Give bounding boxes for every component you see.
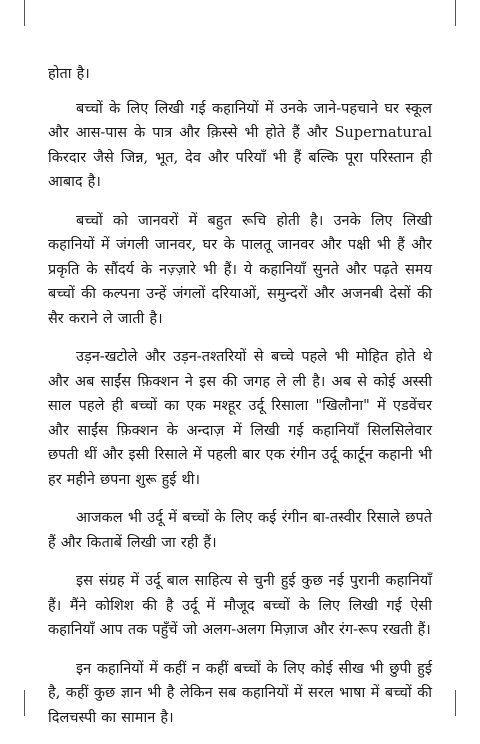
paragraph-familiar-characters: बच्चों के लिए लिखी गई कहानियों में उनके जाने-पहचाने घर स्कूल और आस-पास के पात्र और क़िस्से भी होते हैं और Supernatural किरदार जैसे जिन्न, भूत, देव और परियाँ भी हैं बल्कि पूरा परिस्तान ही आबाद है।	[48, 100, 432, 190]
crop-mark-bottom-left	[24, 690, 25, 716]
crop-mark-top-right	[455, 0, 456, 26]
paragraph-science-fiction: उड़न-खटोले और उड़न-तश्तरियों से बच्चे पहले भी मोहित होते थे और अब साईंस फ़िक्शन ने इस की जगह ले ली है। अब से कोई अस्सी साल पहले ही बच्चों का एक मश्हूर उर्दू रिसाला "खिलौना" में एडवेंचर और साईंस फ़िक्शन के अन्दाज़ में लिखी गई कहानियाँ सिलसिलेवार छपती थीं और इसी रिसाले में पहली बार एक रंगीन उर्दू कार्टून कहानी भी हर महीने छपना शुरू हुई थी।	[48, 349, 432, 488]
paragraph-lessons: इन कहानियों में कहीं न कहीं बच्चों के लिए कोई सीख भी छुपी हुई है, कहीं कुछ ज्ञान भी है लेकिन सब कहानियों में सरल भाषा में बच्चों की दिलचस्पी का सामान है।	[48, 660, 432, 726]
crop-mark-bottom-right	[455, 690, 456, 716]
page-body	[48, 62, 432, 744]
crop-mark-top-left	[24, 0, 25, 26]
paragraph-magazines: आजकल भी उर्दू में बच्चों के लिए कई रंगीन बा-तस्वीर रिसाले छपते हैं और किताबें लिखी जा रही हैं।	[48, 510, 432, 551]
paragraph-animals: बच्चों को जानवरों में बहुत रूचि होती है। उनके लिए लिखी कहानियों में जंगली जानवर, घर के पालतू जानवर और पक्षी भी हैं और प्रकृति के सौंदर्य के नज़्ज़ारे भी हैं। ये कहानियाँ सुनते और पढ़ते समय बच्चों की कल्पना उन्हें जंगलों दरियाओं, समुन्दरों और अजनबी देसों की सैर कराने ले जाती है।	[48, 212, 432, 327]
paragraph-continued: होता है।	[48, 66, 90, 82]
paragraph-collection: इस संग्रह में उर्दू बाल साहित्य से चुनी हुई कुछ नई पुरानी कहानियाँ हैं। मैंने कोशिश की है उर्दू में मौजूद बच्चों के लिए लिखी गई ऐसी कहानियाँ आप तक पहुँचें जो अलग-अलग मिज़ाज और रंग-रूप रखती हैं।	[48, 573, 432, 638]
